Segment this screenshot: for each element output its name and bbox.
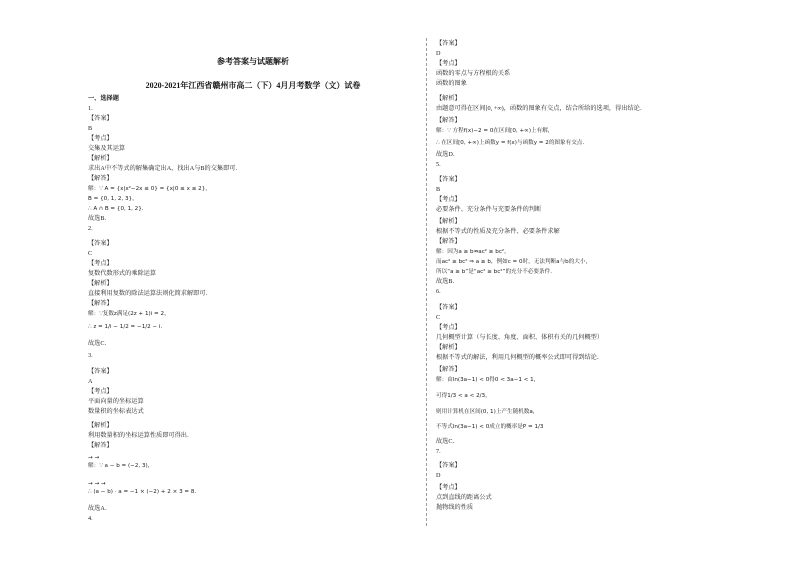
text-line: 解：∵ 方程f(x)−2 = 0在区间[0, +∞)上有解， xyxy=(436,128,554,134)
text-line: B xyxy=(88,125,93,132)
text-line: 【解答】 xyxy=(88,175,113,182)
text-line: 【解答】 xyxy=(436,238,461,245)
text-line: ∴ A ∩ B = {0, 1, 2}． xyxy=(88,206,148,212)
text-line: B xyxy=(436,186,441,193)
text-line: B = {0, 1, 2, 3}， xyxy=(88,196,138,202)
text-line: 故选A． xyxy=(88,505,112,512)
exam-title: 2020-2021年江西省赣州市高二（下）4月月考数学（文）试卷 xyxy=(145,81,361,90)
text-line: 【解答】 xyxy=(88,442,113,449)
text-line: 1. xyxy=(88,105,93,112)
text-line: 故选C． xyxy=(88,340,111,347)
text-line: 4. xyxy=(88,515,93,522)
text-line: 交集及其运算 xyxy=(88,145,126,152)
text-line: 【解析】 xyxy=(436,95,461,102)
text-line: 【考点】 xyxy=(436,324,461,331)
text-line: 故选C． xyxy=(436,438,459,445)
text-line: 【解答】 xyxy=(436,117,461,124)
text-line: 【解析】 xyxy=(436,218,461,225)
text-line: 抛物线的性质 xyxy=(436,504,474,511)
text-line: 几何概型计算（与长度、角度、面积、体积有关的几何概型） xyxy=(436,334,604,341)
text-line: 2. xyxy=(88,225,93,232)
text-line: 7. xyxy=(436,448,441,455)
text-line: 【解析】 xyxy=(88,155,113,162)
document-title: 参考答案与试题解析 xyxy=(217,57,289,66)
text-line: 函数的零点与方程根的关系 xyxy=(436,70,511,77)
text-line: 利用数量积的坐标运算性质即可得出． xyxy=(88,432,194,439)
text-line: 【考点】 xyxy=(436,196,461,203)
text-line: 解：由ln(3a−1) < 0得0 < 3a−1 < 1， xyxy=(436,377,540,383)
text-line: 6. xyxy=(436,288,441,295)
text-line: 不等式ln(3a−1) < 0成立的概率是P = 1/3 xyxy=(436,424,544,430)
text-line: 【答案】 xyxy=(88,240,113,247)
text-line: 【答案】 xyxy=(88,368,113,375)
text-line: 必要条件、充分条件与充要条件的判断 xyxy=(436,206,542,213)
text-line: ∴ (a − b) · a = −1 × (−2) + 2 × 3 = 8． xyxy=(88,489,201,495)
text-line: 则用计算机在区间(0, 1)上产生随机数a， xyxy=(436,409,539,415)
text-line: 【答案】 xyxy=(436,40,461,47)
text-line: 【答案】 xyxy=(436,304,461,311)
text-line: 函数的图象 xyxy=(436,80,467,87)
text-line: 【考点】 xyxy=(88,388,113,395)
text-line: 【答案】 xyxy=(436,176,461,183)
text-line: 【考点】 xyxy=(88,135,113,142)
text-line: C xyxy=(88,250,93,257)
text-line: C xyxy=(436,314,441,321)
text-line: 【解析】 xyxy=(88,422,113,429)
text-line: 由题意可得在区间[0, +∞)，函数的图象有交点，结合所给的选项，得出结论． xyxy=(436,105,647,112)
text-line: 解：∵ A = {x|x²−2x ≤ 0} = {x|0 ≤ x ≤ 2}， xyxy=(88,186,211,192)
text-line: 解：∵ a − b = (−2, 3)， xyxy=(88,463,154,469)
column-divider xyxy=(426,38,427,526)
text-line: 5. xyxy=(436,161,441,168)
text-line: → → → xyxy=(88,481,106,487)
text-line: 【解答】 xyxy=(436,366,461,373)
text-line: 【考点】 xyxy=(88,260,113,267)
text-line: 故选D． xyxy=(436,151,460,158)
text-line: ∴ 在区间[0, +∞)上函数y = f(x)与函数y = 2的图象有交点． xyxy=(436,140,588,146)
text-line: 根据不等式的性质及充分条件、必要条件求解 xyxy=(436,228,560,235)
text-line: 求出A中不等式的解集确定出A，找出A与B的交集即可． xyxy=(88,165,242,172)
text-line: 所以“a ≥ b”是“ac² ≥ bc²”的充分不必要条件． xyxy=(436,269,556,275)
text-line: → → xyxy=(88,455,100,461)
text-line: 数量积的坐标表达式 xyxy=(88,408,144,415)
text-line: 解：∵复数z满足(2z + 1)i = 2， xyxy=(88,311,170,317)
text-line: 直接利用复数的除法运算法则化简求解即可． xyxy=(88,290,212,297)
text-line: 根据不等式的解法，利用几何概型的概率公式即可得到结论． xyxy=(436,354,604,361)
text-line: 解：因为a ≥ b⇏ac² ≥ bc²， xyxy=(436,249,510,255)
text-line: 故选B． xyxy=(88,215,111,222)
text-line: 【答案】 xyxy=(88,115,113,122)
text-line: 平面向量的坐标运算 xyxy=(88,398,144,405)
text-line: 点到直线的距离公式 xyxy=(436,494,492,501)
text-line: 复数代数形式的乘除运算 xyxy=(88,270,157,277)
text-line: D xyxy=(436,472,441,479)
text-line: 可得1/3 < a < 2/3， xyxy=(436,393,491,399)
text-line: 【解答】 xyxy=(88,300,113,307)
text-line: 【考点】 xyxy=(436,484,461,491)
text-line: 【答案】 xyxy=(436,462,461,469)
text-line: A xyxy=(88,378,93,385)
text-line: D xyxy=(436,50,441,57)
text-line: 而ac² ≥ bc² ⇒ a ≥ b，例如c = 0时，无法判断a与b的大小， xyxy=(436,259,592,265)
text-line: 3. xyxy=(88,352,93,359)
text-line: ∴ z = 1/i − 1/2 = −1/2 − i． xyxy=(88,324,167,330)
text-line: 一、选择题 xyxy=(88,95,119,102)
text-line: 【考点】 xyxy=(436,60,461,67)
text-line: 【解析】 xyxy=(88,280,113,287)
text-line: 【解析】 xyxy=(436,344,461,351)
text-line: 故选B． xyxy=(436,278,459,285)
